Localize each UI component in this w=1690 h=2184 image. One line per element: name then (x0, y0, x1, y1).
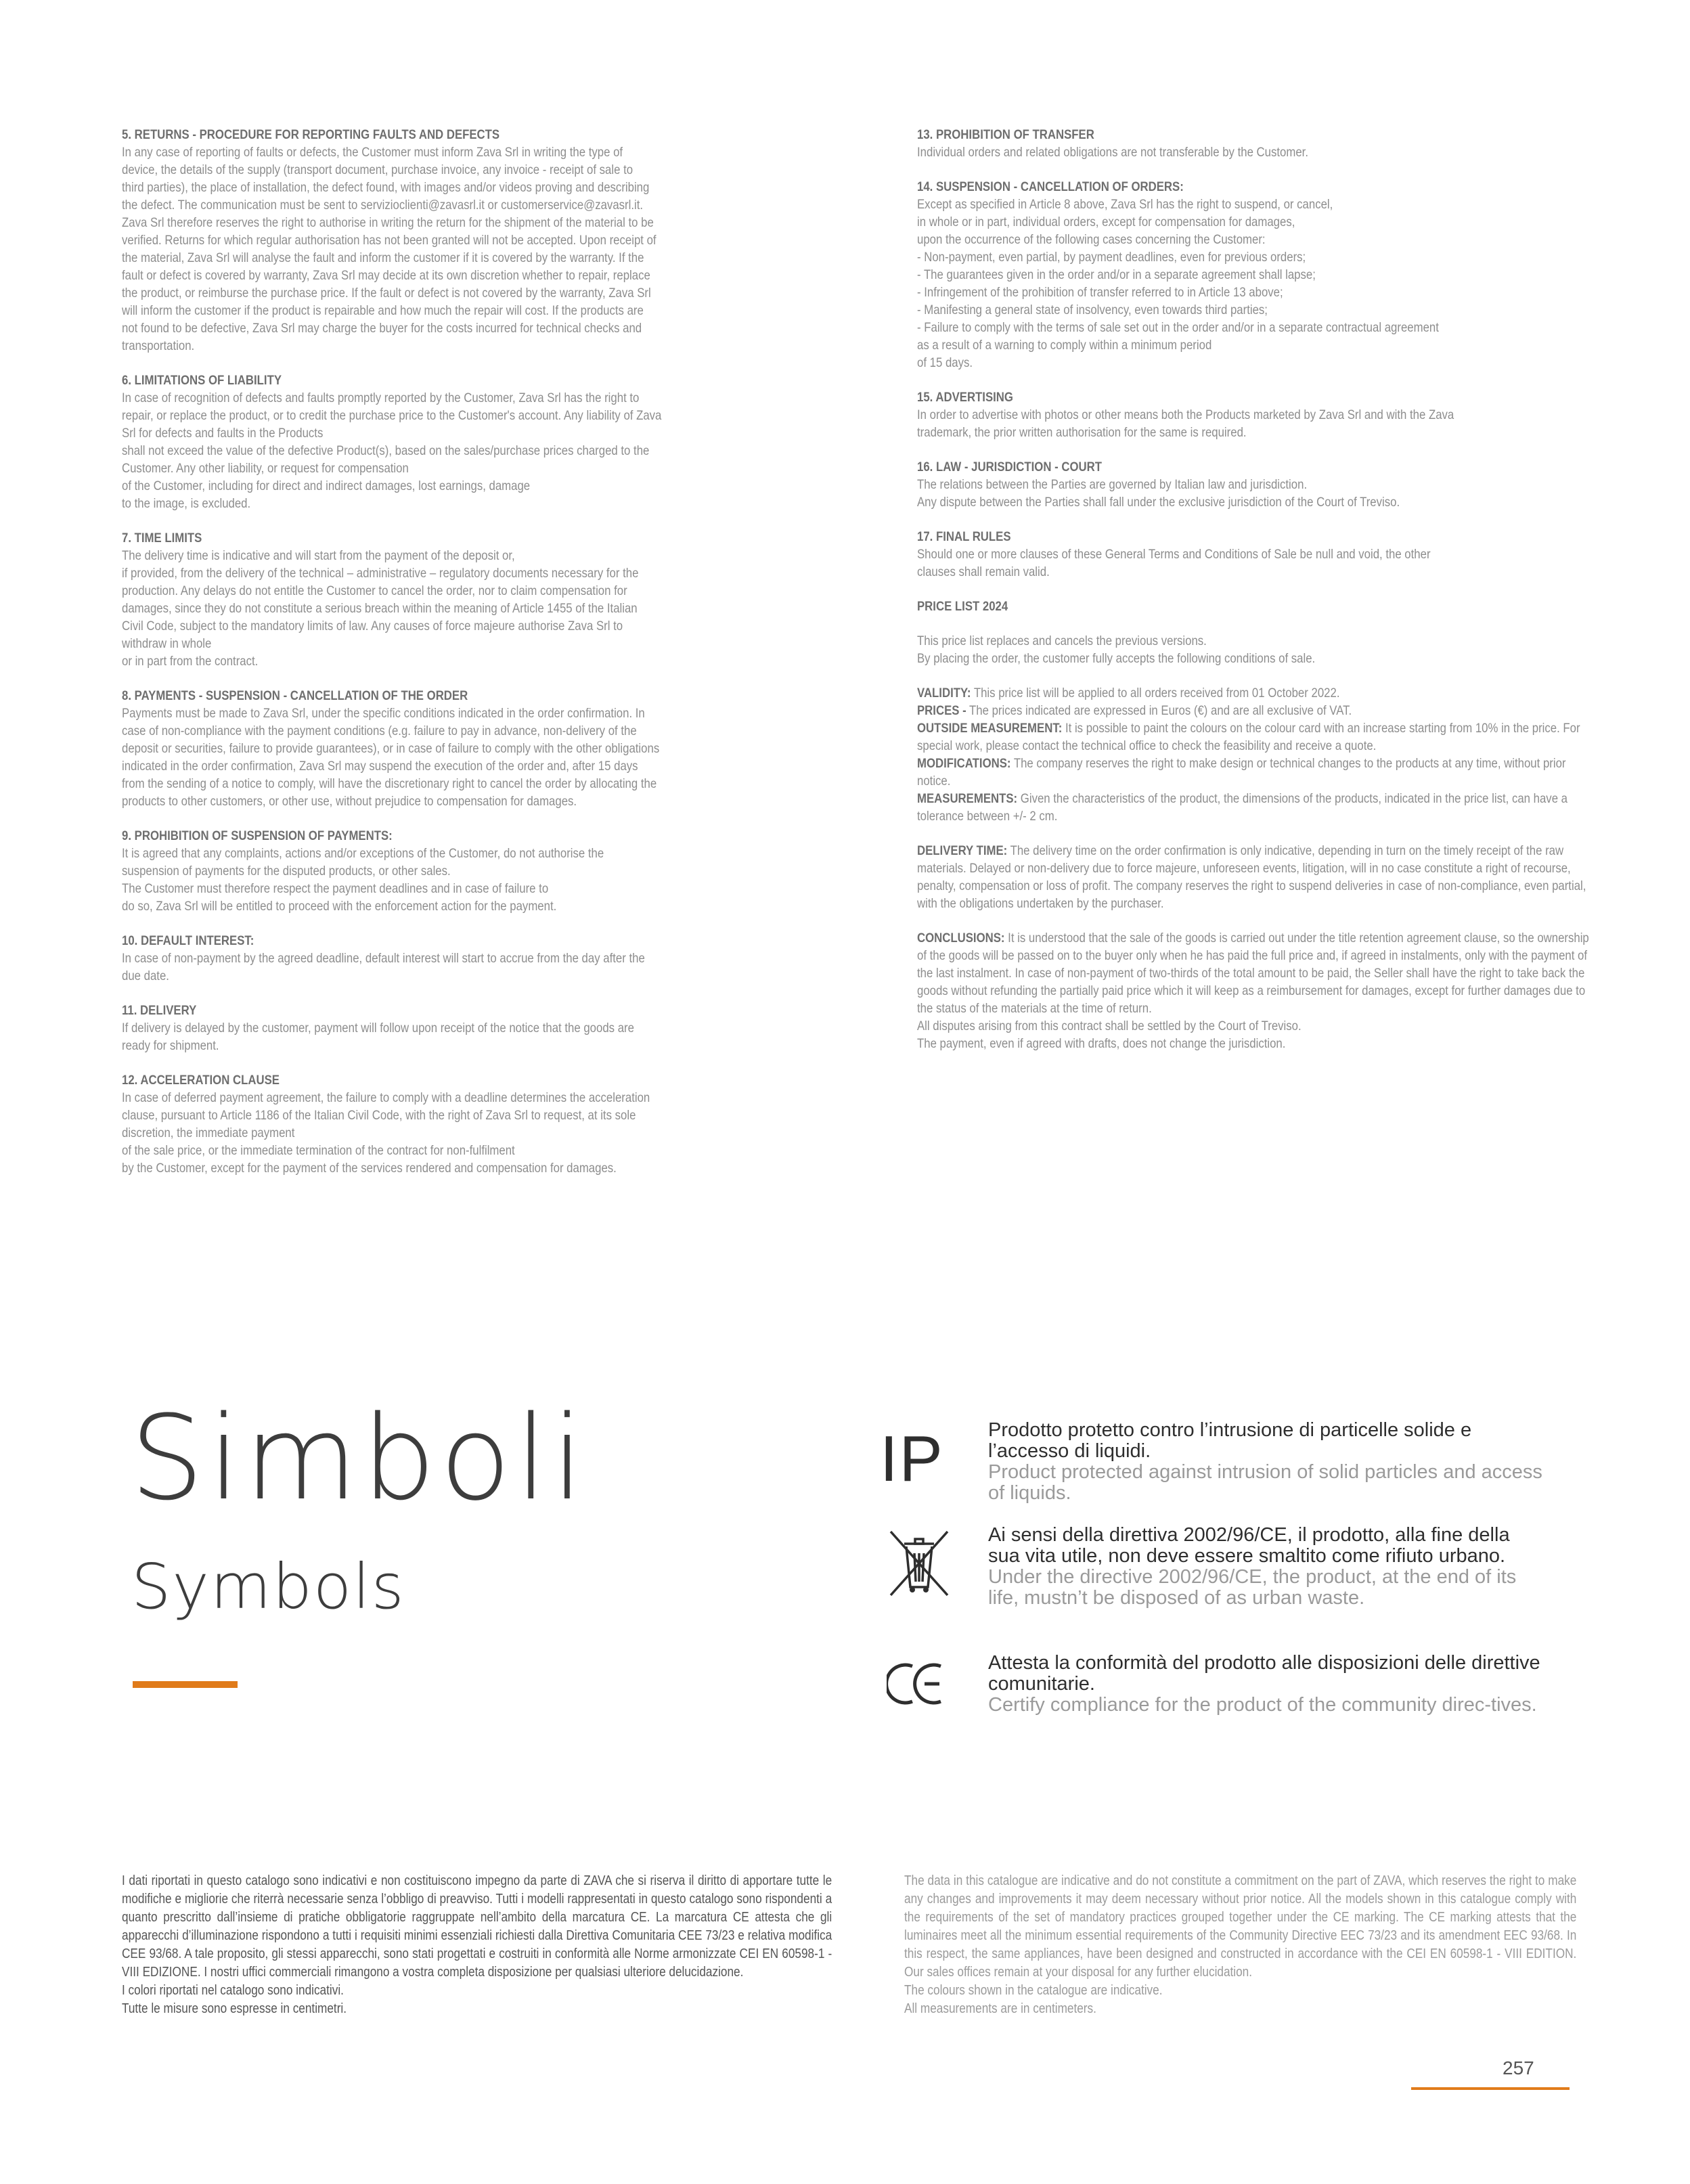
section-heading: 11. DELIVERY (122, 1003, 197, 1018)
symbol-text-ce (988, 1653, 1543, 1716)
price-term-label: PRICES - (917, 703, 966, 718)
ce-mark-svg (887, 1657, 948, 1711)
list-item: - Manifesting a general state of insolvency, even towards third parties; (917, 303, 1268, 317)
price-list-intro-text: This price list replaces and cancels the previous versions. By placing the order, the customer fully accepts the following conditions of sale. (917, 633, 1316, 666)
closing-text: All disputes arising from this contract shall be settled by the Court of Treviso. The payment, even if agreed with drafts, does not change the jurisdiction. (917, 1019, 1302, 1051)
price-list-heading-block (917, 598, 1595, 615)
list-item: - The guarantees given in the order and/or in a separate agreement shall lapse; (917, 267, 1316, 282)
price-term-text: This price list will be applied to all orders received from 01 October 2022. (971, 686, 1340, 700)
price-term (917, 790, 1595, 825)
price-list-heading: PRICE LIST 2024 (917, 599, 1008, 614)
symbols-title: Simboli (130, 1390, 588, 1526)
terms-section (122, 1071, 838, 1177)
terms-section (917, 458, 1595, 511)
list-item: - Failure to comply with the terms of sale set out in the order and/or in a separate contractual agreement (917, 320, 1439, 335)
section-body: It is agreed that any complaints, actions and/or exceptions of the Customer, do not authorise the suspension of payments for the disputed products, or other sales. The Customer must therefore respect the payment deadlines and in case of failure to do so, Zava Srl will be entitled to proceed with the enforcement action for the payment. (122, 846, 604, 914)
symbol-row-ip (880, 1420, 1557, 1521)
section-body: In order to advertise with photos or other means both the Products marketed by Zava Srl and with the Zava trademark, the prior written authorisation for the same is required. (917, 407, 1454, 440)
terms-left-column (122, 126, 838, 1194)
section-body: In case of non-payment by the agreed deadline, default interest will start to accrue from the day after the due date. (122, 951, 645, 983)
section-body: In any case of reporting of faults or defects, the Customer must inform Zava Srl in writing the type of device, the details of the supply (transport document, purchase invoice, any invoice - receipt of sale to third parties), the place of installation, the defect found, with images and/or videos proving and describing the defect. The communication must be sent to servizioclienti@zavasrl.it or customerservice@zavasrl.it. Zava Srl therefore reserves the right to authorise in writing the return for the shipment of the material to be verified. Returns for which regular authorisation has not been granted will not be accepted. Upon receipt of the material, Zava Srl will analyse the fault and inform the customer if it is covered by the warranty. If the fault or defect is covered by warranty, Zava Srl may decide at its own discretion whether to repair, replace the product, or reimburse the purchase price. If the fault or defect is not covered by the warranty, Zava Srl will inform the customer if the product is repairable and how much the repair will cost. If the products are not found to be defective, Zava Srl may charge the buyer for the costs incurred for technical checks and transportation. (122, 145, 657, 353)
crossed-bin-icon (887, 1528, 952, 1598)
ce-mark-icon (887, 1657, 948, 1711)
symbol-text-ip (988, 1420, 1543, 1504)
price-term-text: Given the characteristics of the product, the dimensions of the products, indicated in the price list, can have a tolerance between +/- 2 cm. (917, 791, 1568, 824)
section-body: Individual orders and related obligations are not transferable by the Customer. (917, 145, 1308, 160)
terms-section (917, 528, 1595, 581)
section-body: Payments must be made to Zava Srl, under the specific conditions indicated in the order confirmation. In case of non-compliance with the payment conditions (e.g. failure to pay in advance, non-delivery of the deposit or securities, failure to provide guarantees), or in case of failure to comply with the other obligations indicated in the order confirmation, Zava Srl may suspend the execution of the order and, after 15 days from the sending of a notice to comply, will have the discretionary right to cancel the order by allocating the products to other customers, or other use, without prejudice to compensation for damages. (122, 706, 660, 809)
section-heading: 8. PAYMENTS - SUSPENSION - CANCELLATION OF THE ORDER (122, 688, 468, 703)
symbol-ce-english: Certify compliance for the product of the community direc-tives. (988, 1694, 1537, 1716)
disclaimer-english (904, 1872, 1576, 2018)
terms-section (917, 178, 1595, 372)
price-term-text: It is possible to paint the colours on the colour card with an increase starting from 10% in the price. For special work, please contact the technical office to check the feasibility and receive a quote. (917, 721, 1580, 753)
section-body: Except as specified in Article 8 above, Zava Srl has the right to suspend, or cancel, in whole or in part, individual orders, except for compensation for damages, upon the occurrence of the following cases concerning the Customer: (917, 197, 1333, 247)
crossed-bin-svg (887, 1528, 952, 1598)
delivery-time-block (917, 842, 1595, 912)
terms-section (122, 932, 838, 985)
section-heading: 12. ACCELERATION CLAUSE (122, 1073, 280, 1088)
section-body: The relations between the Parties are governed by Italian law and jurisdiction. Any dispute between the Parties shall fall under the exclusive jurisdiction of the Court of Treviso. (917, 477, 1400, 510)
section-tail: as a result of a warning to comply within a minimum period of 15 days. (917, 338, 1212, 370)
terms-section (122, 687, 838, 810)
symbol-row-ce (880, 1653, 1557, 1761)
conclusions-label: CONCLUSIONS: (917, 931, 1005, 945)
title-accent-bar (133, 1681, 238, 1688)
section-heading: 7. TIME LIMITS (122, 531, 202, 545)
price-list-intro (917, 632, 1595, 667)
disclaimer-italian-colours: I colori riportati nel catalogo sono indicativi. (122, 1983, 344, 1998)
terms-section (122, 529, 838, 670)
section-heading: 10. DEFAULT INTEREST: (122, 933, 254, 948)
terms-section (917, 388, 1595, 441)
disclaimer-english-measures: All measurements are in centimeters. (904, 2001, 1096, 2016)
disclaimer-english-colours: The colours shown in the catalogue are indicative. (904, 1983, 1163, 1998)
symbols-subtitle: Symbols (131, 1551, 405, 1623)
symbol-ip-english: Product protected against intrusion of solid particles and access of liquids. (988, 1461, 1542, 1504)
conclusions-block (917, 929, 1595, 1052)
price-term-label: OUTSIDE MEASUREMENT: (917, 721, 1063, 736)
terms-right-column (917, 126, 1595, 1069)
price-term-label: VALIDITY: (917, 686, 971, 700)
section-body: In case of deferred payment agreement, the failure to comply with a deadline determines the acceleration clause, pursuant to Article 1186 of the Italian Civil Code, with the right of Zava Srl to request, at its sole discretion, the immediate payment of the sale price, or the immediate termination of the contract for non-fulfilment by the Customer, except for the payment of the services rendered and compensation for damages. (122, 1090, 650, 1176)
symbol-weee-italian: Ai sensi della direttiva 2002/96/CE, il prodotto, alla fine della sua vita utile, non deve essere smaltito come rifiuto urbano. (988, 1524, 1510, 1567)
price-term-text: The company reserves the right to make design or technical changes to the products at any time, without prior notice. (917, 756, 1566, 788)
disclaimer-italian-measures: Tutte le misure sono espresse in centimetri. (122, 2001, 347, 2016)
terms-section (122, 126, 838, 355)
delivery-time-text: The delivery time on the order confirmation is only indicative, depending in turn on the timely receipt of the raw materials. Delayed or non-delivery due to force majeure, unforeseen events, litigation, will in no case constitute a right of recourse, penalty, compensation or loss of profit. The company reserves the right to suspend deliveries in case of non-compliance, even partial, with the obligations undertaken by the purchaser. (917, 843, 1586, 911)
price-term-label: MEASUREMENTS: (917, 791, 1018, 806)
page-number: 257 (1503, 2057, 1534, 2078)
symbol-ce-italian: Attesta la conformità del prodotto alle disposizioni delle direttive comunitarie. (988, 1652, 1540, 1695)
section-body: If delivery is delayed by the customer, payment will follow upon receipt of the notice that the goods are ready for shipment. (122, 1021, 634, 1053)
section-heading: 6. LIMITATIONS OF LIABILITY (122, 373, 282, 388)
delivery-time-label: DELIVERY TIME: (917, 843, 1008, 858)
section-heading: 5. RETURNS - PROCEDURE FOR REPORTING FAULTS AND DEFECTS (122, 127, 500, 142)
symbol-row-weee (880, 1525, 1557, 1633)
terms-section (917, 126, 1595, 161)
price-term-text: The prices indicated are expressed in Euros (€) and are all exclusive of VAT. (966, 703, 1352, 718)
section-heading: 15. ADVERTISING (917, 390, 1013, 405)
price-term (917, 719, 1595, 755)
terms-section (122, 827, 838, 915)
section-heading: 14. SUSPENSION - CANCELLATION OF ORDERS: (917, 179, 1184, 194)
section-heading: 17. FINAL RULES (917, 529, 1011, 544)
disclaimer-italian (122, 1872, 832, 2018)
list-item: - Infringement of the prohibition of transfer referred to in Article 13 above; (917, 285, 1283, 300)
price-list-terms (917, 684, 1595, 825)
disclaimer-italian-paragraph: I dati riportati in questo catalogo sono indicativi e non costituiscono impegno da parte di ZAVA che si riserva il diritto di apportare tutte le modifiche e migliorie che riterrà necessarie senza l’obbligo di preavviso. Tutti i modelli rappresentati in questo catalogo sono rispondenti a quanto prescritto dall’insieme di pratiche obbligatorie raggruppate nell’ambito della marcatura CE. La marcatura CE attesta che gli apparecchi d’illuminazione rispondono a tutti i requisiti minimi essenziali richiesti dalla Direttiva Comunitaria CEE 73/23 e relativa modifica CEE 93/68. A tale proposito, gli stessi apparecchi, sono stati progettati e costruiti in conformità alle Norme armonizzate CEI EN 60598-1 - VIII EDIZIONE. I nostri uffici commerciali rimangono a vostra completa disposizione per qualsiasi ulteriore delucidazione. (122, 1873, 832, 1980)
disclaimer-english-paragraph: The data in this catalogue are indicative and do not constitute a commitment on the part of ZAVA, which reserves the right to make any changes and improvements it may deem necessary without prior notice. All the models shown in this catalogue comply with the requirements of the set of mandatory practices grouped together under the CE marking. The CE marking attests that the luminaires meet all the minimum essential requirements of the Community Directive EEC 73/23 and its amendment EEC 93/68. In this respect, the same appliances, have been designed and constructed in accordance with the CEI EN 60598-1 - VIII EDITION. Our sales offices remain at your disposal for any further elucidation. (904, 1873, 1577, 1980)
section-body: In case of recognition of defects and faults promptly reported by the Customer, Zava Srl has the right to repair, or replace the product, or to credit the purchase price to the Customer's account. Any liability of Zava Srl for defects and faults in the Products shall not exceed the value of the defective Product(s), based on the sales/purchase prices charged to the Customer. Any other liability, or request for compensation of the Customer, including for direct and indirect damages, lost earnings, damage to the image, is excluded. (122, 391, 662, 511)
section-heading: 9. PROHIBITION OF SUSPENSION OF PAYMENTS: (122, 828, 393, 843)
conclusions-text: It is understood that the sale of the goods is carried out under the title retention agreement clause, so the ownership of the goods will be passed on to the buyer only when he has paid the full price and, if agreed in instalments, only with the payment of the last instalment. In case of non-payment of two-thirds of the total amount to be paid, the Seller shall have the right to take back the goods without refunding the partially paid price which it will keep as a reimbursement for damages, except for further damages due to the status of the materials at the time of return. (917, 931, 1589, 1016)
price-term (917, 755, 1595, 790)
symbol-text-weee (988, 1525, 1543, 1609)
ip-icon: IP (880, 1423, 944, 1495)
symbol-weee-english: Under the directive 2002/96/CE, the product, at the end of its life, mustn’t be disposed of as urban waste. (988, 1566, 1517, 1609)
section-heading: 16. LAW - JURISDICTION - COURT (917, 460, 1102, 474)
terms-section (122, 1002, 838, 1054)
price-term-label: MODIFICATIONS: (917, 756, 1011, 771)
section-heading: 13. PROHIBITION OF TRANSFER (917, 127, 1094, 142)
symbol-ip-italian: Prodotto protetto contro l’intrusione di particelle solide e l’accesso di liquidi. (988, 1419, 1472, 1462)
terms-section (122, 372, 838, 512)
price-term (917, 684, 1595, 702)
price-term (917, 702, 1595, 719)
list-item: - Non-payment, even partial, by payment deadlines, even for previous orders; (917, 250, 1306, 265)
section-body: The delivery time is indicative and will start from the payment of the deposit or, if provided, from the delivery of the technical – administrative – regulatory documents necessary for the production. Any delays do not entitle the Customer to cancel the order, nor to claim compensation for damages, since they do not constitute a serious breach within the meaning of Article 1455 of the Italian Civil Code, subject to the mandatory limits of law. Any causes of force majeure authorise Zava Srl to withdraw in whole or in part from the contract. (122, 548, 639, 669)
section-body: Should one or more clauses of these General Terms and Conditions of Sale be null and void, the other clauses shall remain valid. (917, 547, 1431, 579)
page-number-accent-bar (1411, 2087, 1570, 2090)
